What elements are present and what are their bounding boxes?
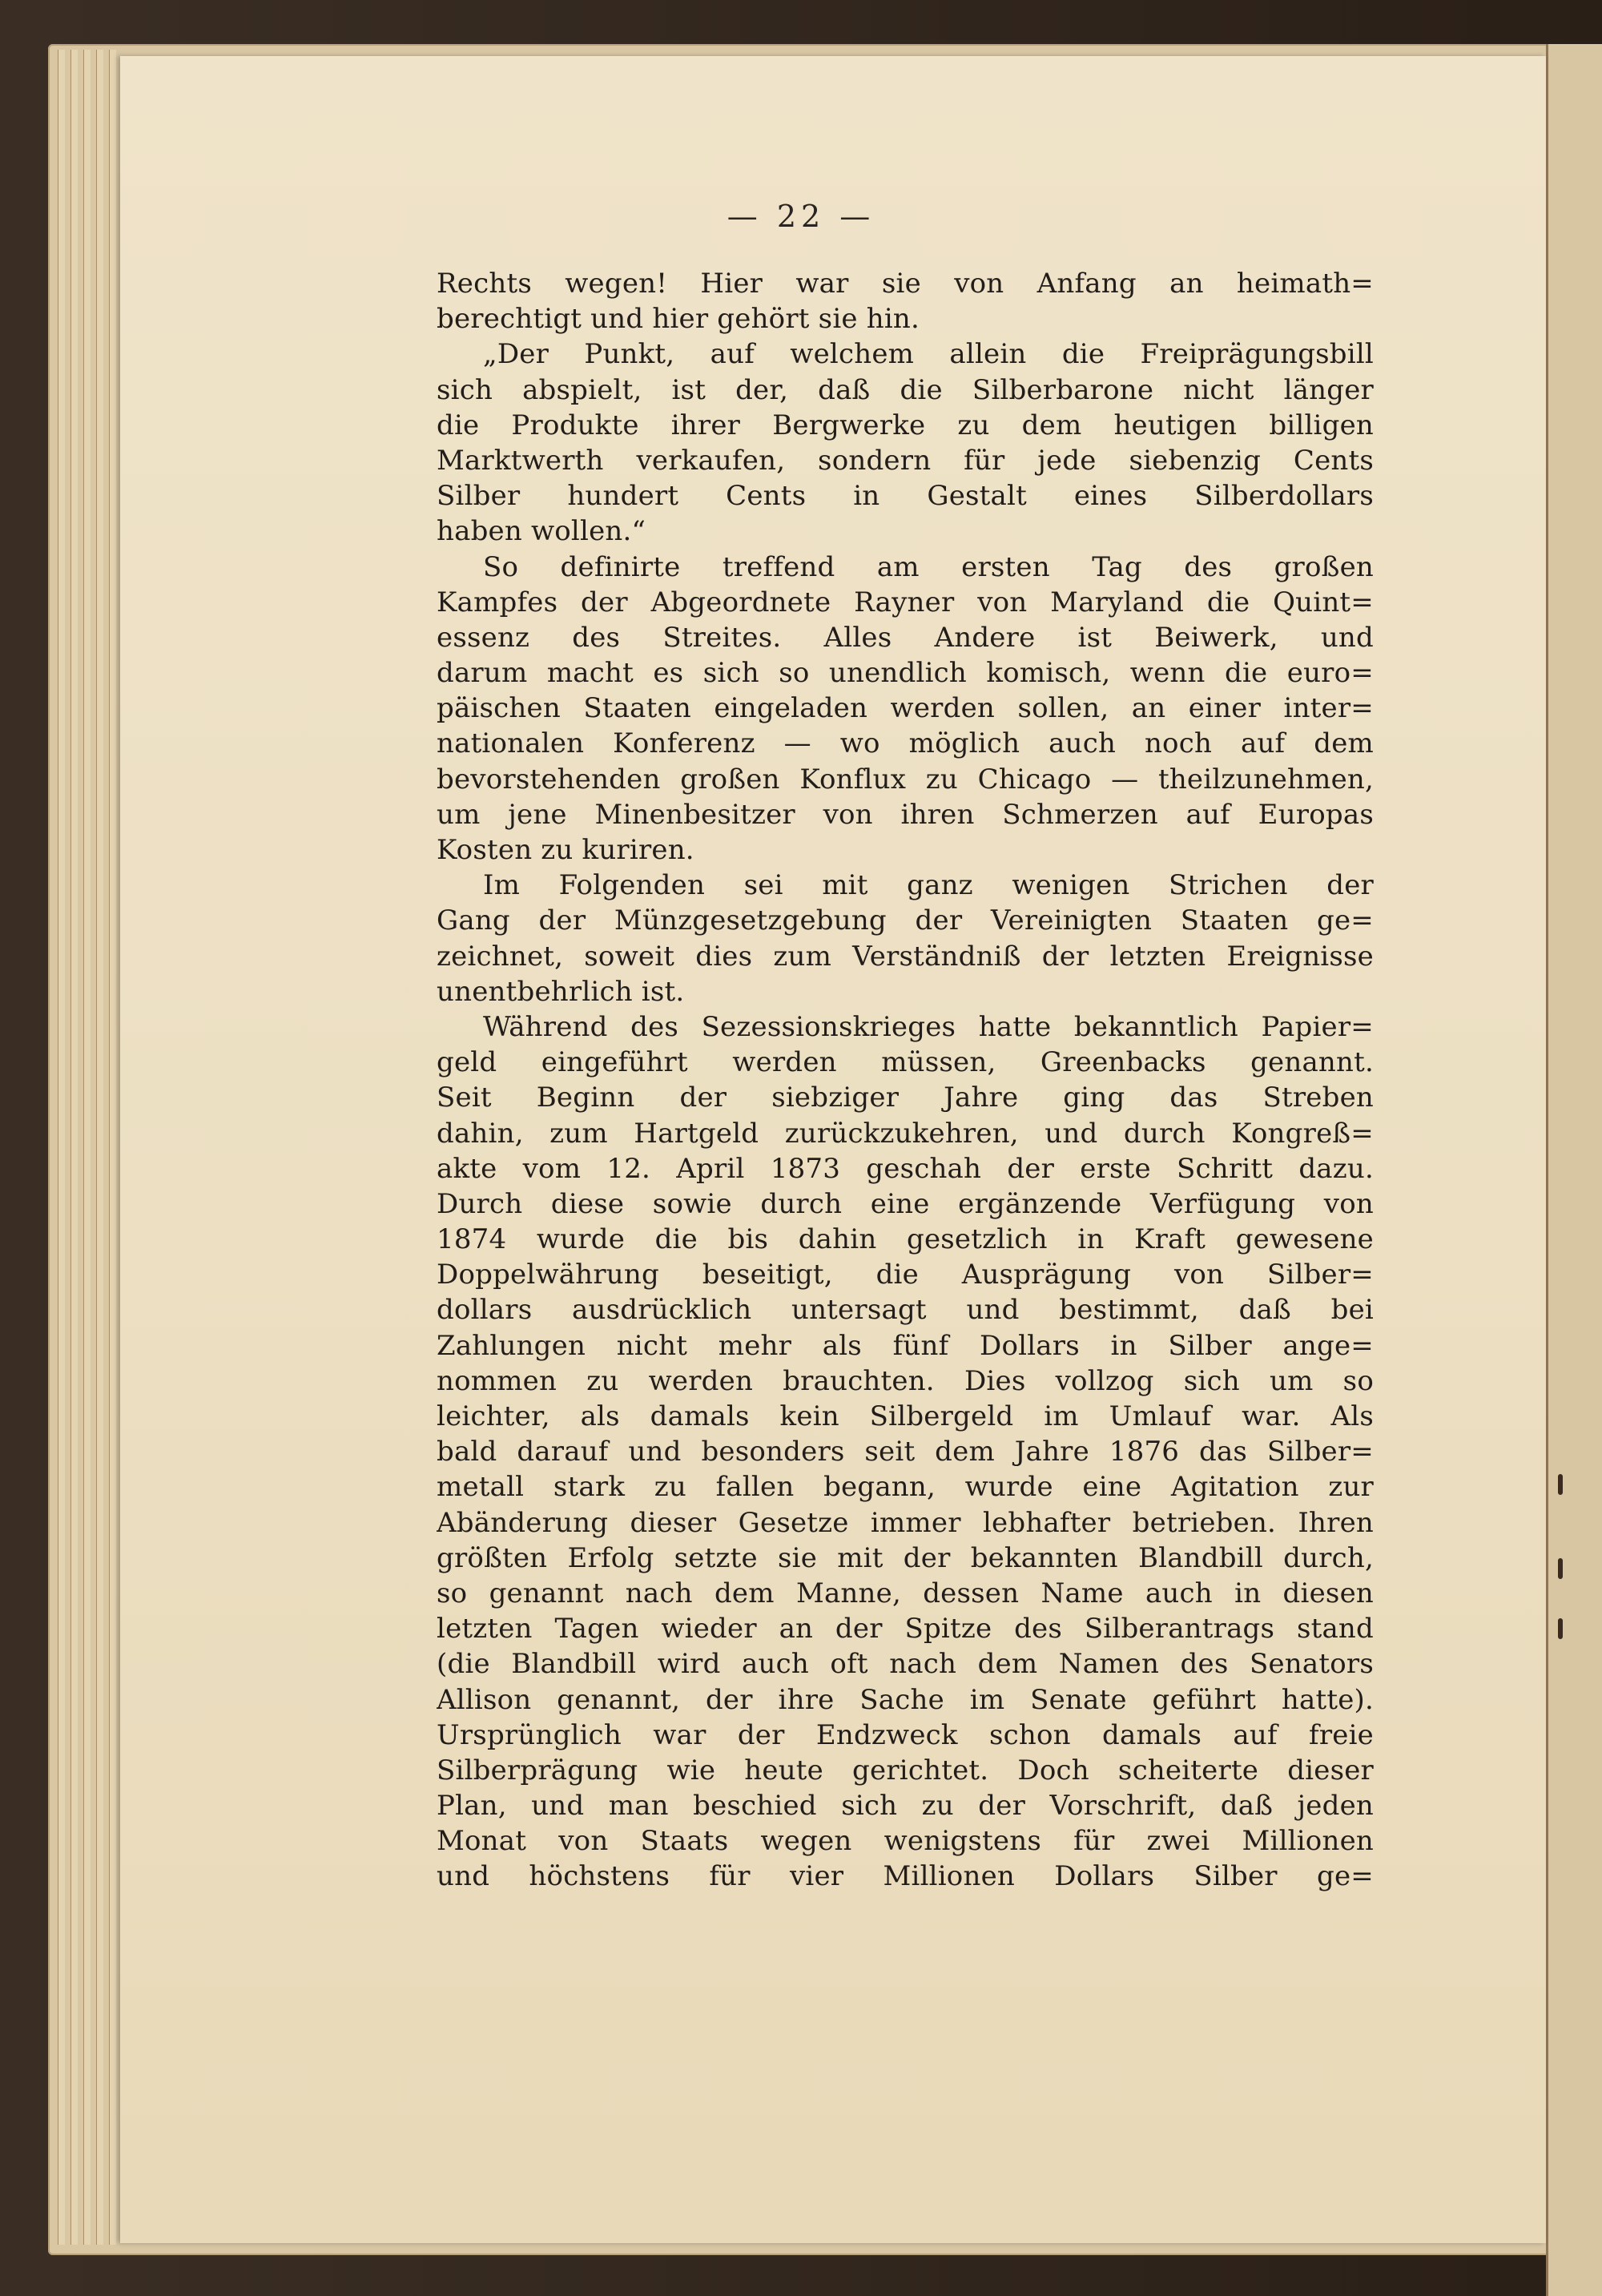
text-line: (die Blandbill wird auch oft nach dem Namen des Senators [437,1648,1374,1681]
text-line: berechtigt und hier gehört sie hin. [437,303,920,336]
text-line: „Der Punkt, auf welchem allein die Freiprägungsbill [483,338,1374,371]
text-line: metall stark zu fallen begann, wurde eine Agitation zur [437,1471,1374,1504]
text-line: Marktwerth verkaufen, sondern für jede siebenzig Cents [437,444,1374,477]
text-line: größten Erfolg setzte sie mit der bekannten Blandbill durch, [437,1541,1374,1574]
text-line: Rechts wegen! Hier war sie von Anfang an heimath= [437,268,1374,300]
text-line: So definirte treffend am ersten Tag des großen [483,550,1374,583]
page-number: — 22 — [727,199,875,234]
text-line: nationalen Konferenz — wo möglich auch noch auf dem [437,727,1374,760]
body-text [437,266,1374,1895]
text-line: bald darauf und besonders seit dem Jahre 1876 das Silber= [437,1436,1374,1468]
text-line: Seit Beginn der siebziger Jahre ging das Streben [437,1082,1374,1114]
text-line: Zahlungen nicht mehr als fünf Dollars in Silber ange= [437,1329,1374,1362]
text-line: leichter, als damals kein Silbergeld im Umlauf war. Als [437,1400,1374,1432]
page-edge [58,50,65,2245]
text-line: päischen Staaten eingeladen werden sollen, an einer inter= [437,692,1374,725]
text-line: 1874 wurde die bis dahin gesetzlich in Kraft gewesene [437,1223,1374,1256]
text-line: Gang der Münzgesetzgebung der Vereinigten Staaten ge= [437,904,1374,937]
text-line: dahin, zum Hartgeld zurückzukehren, und durch Kongreß= [437,1117,1374,1150]
page-edge [96,50,103,2245]
text-line: unentbehrlich ist. [437,975,685,1008]
text-line: Ursprünglich war der Endzweck schon damals auf freie [437,1718,1374,1751]
text-line: Silberprägung wie heute gerichtet. Doch scheiterte dieser [437,1754,1374,1786]
text-line: zeichnet, soweit dies zum Verständniß der letzten Ereignisse [437,940,1374,973]
ink-mark [1558,1618,1563,1639]
text-line: essenz des Streites. Alles Andere ist Beiwerk, und [437,621,1374,654]
ink-mark [1558,1558,1563,1579]
text-line: Allison genannt, der ihre Sache im Senate geführt hatte). [437,1683,1374,1716]
text-line: Kampfes der Abgeordnete Rayner von Maryland die Quint= [437,586,1374,618]
text-line: letzten Tagen wieder an der Spitze des Silberantrags stand [437,1613,1374,1645]
text-line: die Produkte ihrer Bergwerke zu dem heutigen billigen [437,409,1374,441]
text-line: Kosten zu kuriren. [437,834,694,866]
text-line: geld eingeführt werden müssen, Greenbacks genannt. [437,1046,1374,1079]
text-line: um jene Minenbesitzer von ihren Schmerzen auf Europas [437,798,1374,831]
text-line: haben wollen.“ [437,515,646,548]
text-line: Doppelwährung beseitigt, die Ausprägung von Silber= [437,1259,1374,1291]
page-edge [83,50,91,2245]
text-line: Monat von Staats wegen wenigstens für zwei Millionen [437,1825,1374,1858]
text-line: akte vom 12. April 1873 geschah der erste Schritt dazu. [437,1152,1374,1185]
text-line: Silber hundert Cents in Gestalt eines Silberdollars [437,480,1374,513]
text-line: sich abspielt, ist der, daß die Silberbarone nicht länger [437,373,1374,406]
text-line: so genannt nach dem Manne, dessen Name auch in diesen [437,1577,1374,1609]
text-line: Plan, und man beschied sich zu der Vorschrift, daß jeden [437,1790,1374,1823]
text-line: dollars ausdrücklich untersagt und bestimmt, daß bei [437,1294,1374,1327]
page-edge [70,50,78,2245]
text-line: Durch diese sowie durch eine ergänzende Verfügung von [437,1187,1374,1220]
text-line: darum macht es sich so unendlich komisch, wenn die euro= [437,657,1374,690]
text-line: bevorstehenden großen Konflux zu Chicago — theilzunehmen, [437,763,1374,796]
adjacent-page [1546,44,1602,2296]
page-edge [109,50,116,2245]
text-line: Abänderung dieser Gesetze immer lebhafter betrieben. Ihren [437,1506,1374,1539]
ink-mark [1558,1474,1563,1495]
text-line: nommen zu werden brauchten. Dies vollzog sich um so [437,1364,1374,1397]
text-line: und höchstens für vier Millionen Dollars Silber ge= [437,1860,1374,1893]
text-line: Während des Sezessionskrieges hatte bekanntlich Papier= [483,1010,1374,1043]
text-line: Im Folgenden sei mit ganz wenigen Strichen der [483,869,1374,902]
